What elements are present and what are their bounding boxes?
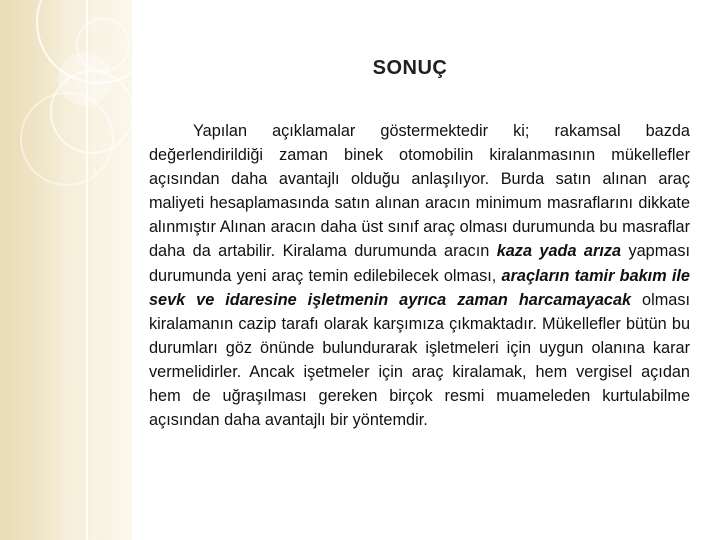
slide-title: SONUÇ — [372, 57, 448, 79]
paragraph-segment: Yapılan açıklamalar göstermektedir ki; rakamsal bazda değerlendirildiği zaman binek otomobilin kiralanmasının mükellefler açısından daha avantajlı olduğu anlaşılıyor. Burda satın alınan araç maliyeti hesaplamasında satın alınan aracın minimum masraflarını dikkate alınmıştır Alınan aracın daha üst sınıf araç olması durumunda bu masraflar daha da artabilir. Kiralama durumunda aracın — [149, 122, 690, 261]
sidebar-band — [0, 0, 60, 540]
paragraph-segment: olması kiralamanın cazip tarafı olarak karşımıza çıkmaktadır. Mükellefler bütün bu durumları göz önünde bulundurarak işletmeleri için uygun olanına karar vermelidirler. Ancak işetmeler için araç kiralamak, hem vergisel açıdan hem de uğraşılması gereken birçok resmi muameleden kurtulabilme açısından daha avantajlı bir yöntemdir. — [149, 290, 690, 430]
emphasized-segment: kaza yada arıza — [496, 242, 622, 261]
decorative-sidebar — [0, 0, 132, 540]
decorative-ring — [76, 18, 130, 72]
paragraph-segment: yapması durumunda yeni araç temin edilebilecek olması, — [149, 242, 690, 285]
decorative-ring — [20, 92, 114, 186]
emphasized-segment: araçların tamir bakım ile sevk ve idaresine işletmenin ayrıca zaman harcamayacak — [149, 266, 690, 309]
conclusion-paragraph — [149, 119, 690, 432]
